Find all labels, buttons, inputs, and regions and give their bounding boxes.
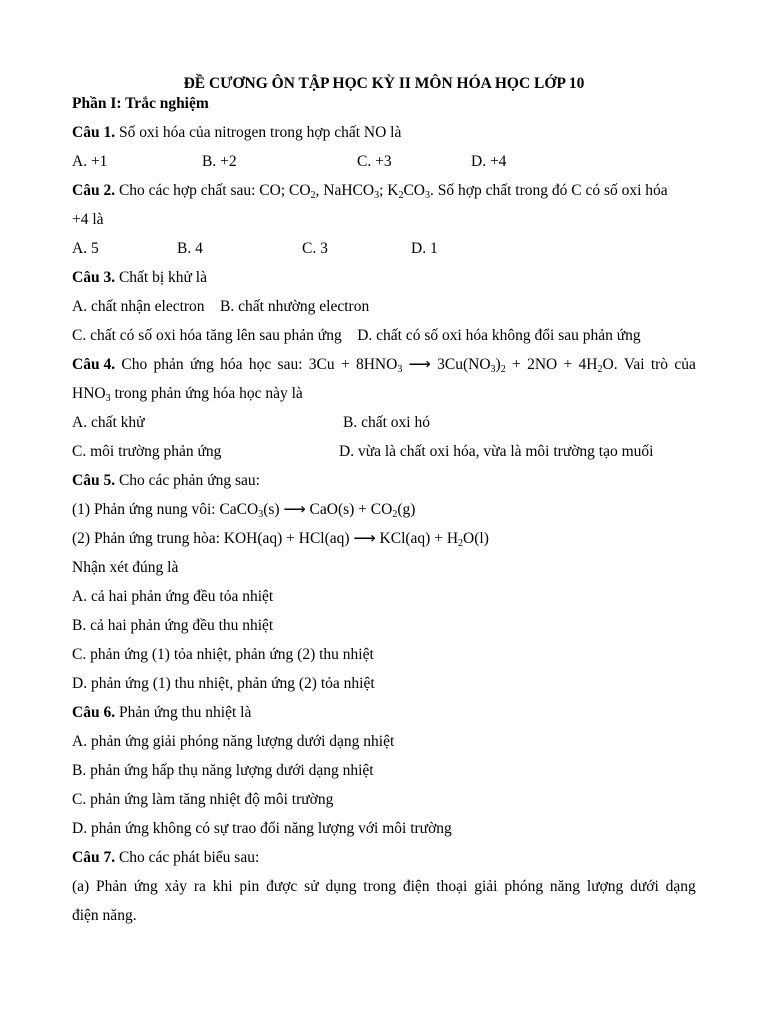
statement-a (72, 878, 696, 896)
section-heading: Phần I: Trắc nghiệm (72, 95, 209, 112)
word (579, 356, 618, 374)
question-text-continued (72, 385, 303, 403)
word: + (512, 356, 521, 373)
subscript: 3 (425, 190, 431, 201)
reaction-text: (s) ⟶ CaO(s) + CO (263, 501, 393, 518)
subscript: 2 (597, 364, 603, 375)
word: (a) (72, 878, 90, 895)
option-a: A. phản ứng giải phóng năng lượng dưới dạng nhiệt (72, 733, 395, 750)
subscript: 2 (458, 538, 464, 549)
option-a: A. cả hai phản ứng đều tỏa nhiệt (72, 588, 274, 605)
formula: O. (602, 356, 618, 373)
question-text: Chất bị khử là (115, 269, 207, 286)
question-6 (72, 704, 251, 722)
subscript: 2 (392, 509, 398, 520)
question-text: Cho các hợp chất sau: CO; CO (115, 182, 311, 199)
option-d: D. vừa là chất oxi hóa, vừa là môi trường tạo muối (339, 443, 654, 460)
subscript: 3 (105, 393, 111, 404)
question-label: Câu 4. (72, 356, 116, 373)
word: giải (474, 878, 498, 895)
question-text: Phản ứng thu nhiệt là (115, 704, 252, 721)
subscript: 3 (374, 190, 380, 201)
option-c: C. môi trường phản ứng (72, 443, 222, 460)
question-label: Câu 6. (72, 704, 116, 721)
option-d: D. phản ứng không có sự trao đổi năng lượng với môi trường (72, 820, 452, 837)
option-a: A. 5 (72, 240, 99, 257)
word: sử (304, 878, 319, 895)
word: ra (193, 878, 206, 895)
question-4 (72, 356, 696, 374)
word: Cho (121, 356, 148, 373)
document-title: ĐỀ CƯƠNG ÔN TẬP HỌC KỲ II MÔN HÓA HỌC LỚP 10 (183, 75, 585, 92)
subscript: 2 (310, 190, 316, 201)
reaction-text: (g) (397, 501, 416, 518)
option-b: B. 4 (177, 240, 203, 257)
question-text: Số oxi hóa của nitrogen trong hợp chất NO là (115, 124, 402, 141)
question-label: Câu 5. (72, 472, 116, 489)
option-a: A. +1 (72, 153, 108, 170)
option-b: B. cả hai phản ứng đều thu nhiệt (72, 617, 274, 634)
question-text: trong phản ứng hóa học này là (110, 385, 303, 402)
option-c: C. phản ứng (1) tỏa nhiệt, phản ứng (2) thu nhiệt (72, 646, 374, 663)
subscript: 3 (490, 364, 496, 375)
option-c: C. +3 (357, 153, 392, 170)
word: năng (549, 878, 581, 895)
question-7 (72, 849, 259, 867)
word: Vai (623, 356, 645, 373)
word: hóa (220, 356, 243, 373)
question-label: Câu 3. (72, 269, 116, 286)
arrow: ⟶ (408, 356, 431, 373)
option-d: D. 1 (411, 240, 438, 257)
question-label: Câu 2. (72, 182, 116, 199)
word: được (266, 878, 298, 895)
word: ứng (133, 878, 158, 895)
question-label: Câu 1. (72, 124, 116, 141)
question-text: Cho các phản ứng sau: (115, 472, 260, 489)
option-c: C. 3 (302, 240, 328, 257)
word: trong (363, 878, 396, 895)
formula: 3Cu(NO (437, 356, 491, 373)
question-text: Cho các phát biểu sau: (115, 849, 260, 866)
option-b: B. +2 (202, 153, 237, 170)
reaction-text: (1) Phản ứng nung vôi: CaCO (72, 501, 259, 518)
subscript: 3 (397, 364, 403, 375)
question-text: CO (403, 182, 426, 199)
formula: ) (495, 356, 501, 373)
word: + (563, 356, 573, 373)
option-d: D. phản ứng (1) thu nhiệt, phản ứng (2) tỏa nhiệt (72, 675, 375, 692)
word (437, 356, 506, 374)
subscript: 2 (398, 190, 404, 201)
question-2 (72, 182, 668, 200)
formula: 4H (578, 356, 598, 373)
word: ứng (189, 356, 214, 373)
option-a: A. chất khử (72, 414, 145, 431)
word: + (340, 356, 350, 373)
subscript: 3 (258, 509, 264, 520)
word: pin (239, 878, 260, 895)
word: khi (212, 878, 233, 895)
remark-text: Nhận xét đúng là (72, 559, 179, 576)
option-b: B. phản ứng hấp thụ năng lượng dưới dạng nhiệt (72, 762, 374, 779)
word: dụng (325, 878, 357, 895)
question-text: ; K (379, 182, 399, 199)
question-text: , NaHCO (315, 182, 375, 199)
word: xảy (164, 878, 188, 895)
reaction-text: (2) Phản ứng trung hòa: KOH(aq) + HCl(aq) ⟶ KCl(aq) + H (72, 530, 459, 547)
reaction-text: O(l) (463, 530, 489, 547)
option-d: D. +4 (471, 153, 507, 170)
word: 3Cu (308, 356, 335, 373)
word: của (674, 356, 696, 373)
statement-a-continued: điện năng. (72, 907, 137, 924)
word: trò (650, 356, 669, 373)
word: phóng (504, 878, 544, 895)
reaction-2 (72, 530, 489, 548)
word: phản (153, 356, 184, 373)
question-3 (72, 269, 207, 287)
formula: HNO (72, 385, 106, 402)
question-label: Câu 7. (72, 849, 116, 866)
word: 2NO (527, 356, 558, 373)
word: học (248, 356, 272, 373)
word: Phản (96, 878, 128, 895)
word: lượng (586, 878, 624, 895)
word: dạng (665, 878, 696, 895)
question-text-continued: +4 là (72, 211, 104, 228)
word: dưới (630, 878, 659, 895)
word: sau: (277, 356, 303, 373)
subscript: 2 (500, 364, 506, 375)
option-c: C. phản ứng làm tăng nhiệt độ môi trường (72, 791, 334, 808)
question-text: . Số hợp chất trong đó C có số oxi hóa (430, 182, 668, 199)
word: thoại (436, 878, 468, 895)
word (356, 356, 402, 374)
option-b: B. chất oxi hó (343, 414, 430, 431)
options-a-b: A. chất nhận electron B. chất nhường electron (72, 298, 370, 315)
word: điện (402, 878, 430, 895)
question-5 (72, 472, 260, 490)
options-c-d: C. chất có số oxi hóa tăng lên sau phản ứng D. chất có số oxi hóa không đổi sau phản ứng (72, 327, 641, 344)
reaction-1 (72, 501, 415, 519)
formula: 8HNO (355, 356, 398, 373)
question-1 (72, 124, 401, 142)
